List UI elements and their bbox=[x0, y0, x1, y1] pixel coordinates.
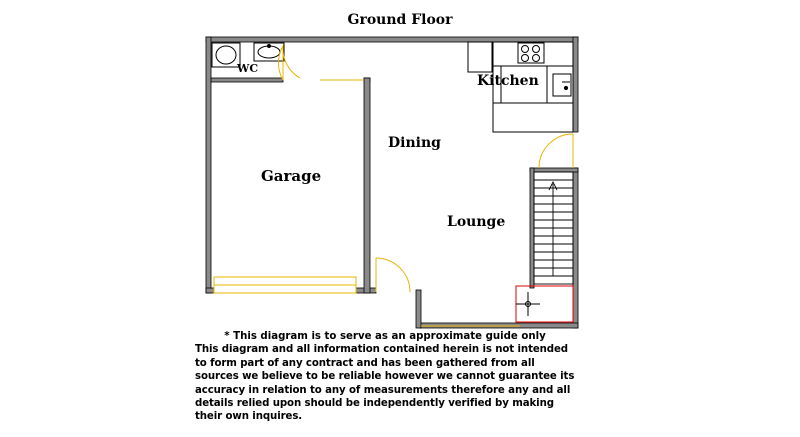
disclaimer-note bbox=[195, 330, 575, 343]
plan-title: Ground Floor bbox=[347, 12, 453, 28]
disclaimer-body: This diagram and all information contained herein is not intended to form part of any contract and has been gathered from all sources we believe to be reliable however we cannot guarantee its accuracy in relation to any of measurements therefore any and all details relied upon should be independently verified by making their own inquires. bbox=[195, 344, 575, 423]
under-stair-cupboard bbox=[516, 286, 573, 322]
room-label-garage: Garage bbox=[261, 167, 322, 185]
staircase bbox=[534, 172, 573, 284]
room-label-lounge: Lounge bbox=[447, 214, 506, 230]
room-label-kitchen: Kitchen bbox=[477, 73, 539, 89]
disclaimer bbox=[195, 330, 575, 424]
garage-door bbox=[214, 277, 356, 293]
disclaimer-note-text: This diagram is to serve as an approximate guide only bbox=[233, 331, 546, 342]
room-label-wc: WC bbox=[237, 62, 259, 75]
room-label-dining: Dining bbox=[388, 135, 441, 151]
disclaimer-note-marker: * bbox=[224, 331, 230, 342]
